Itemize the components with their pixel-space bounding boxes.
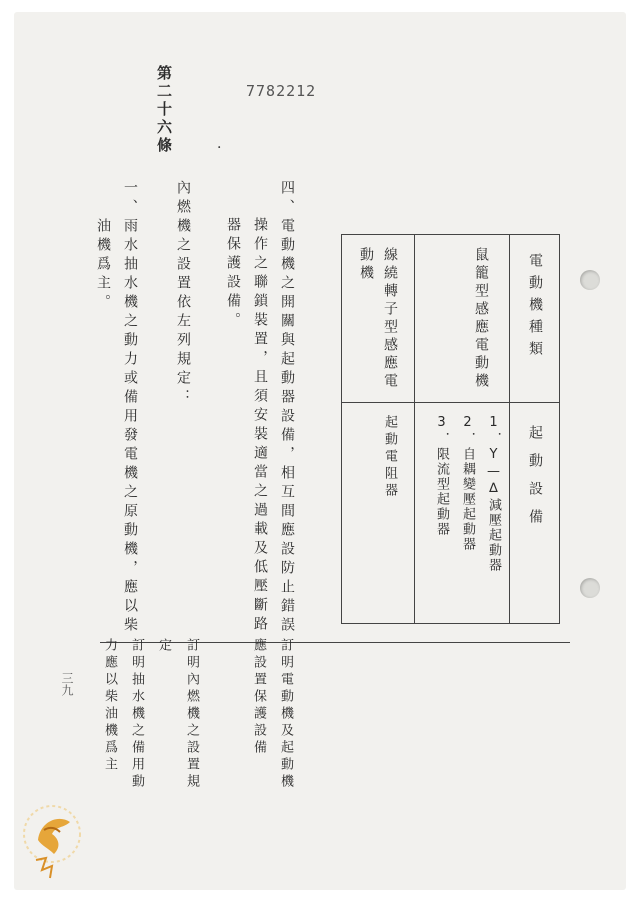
table-column-divider bbox=[509, 235, 510, 623]
note-3-line-2: 力應以柴油機爲主 bbox=[102, 638, 117, 774]
page-number: 三九 bbox=[60, 672, 74, 696]
article-item-1-line-1: 一、雨水抽水機之動力或備用發電機之原動機，應以柴 bbox=[122, 180, 138, 636]
motor-start-table bbox=[341, 234, 560, 624]
article-number: 第二十六條 bbox=[155, 65, 173, 155]
table-row-1-start-2: 2．自耦變壓起動器 bbox=[460, 415, 475, 552]
note-1-line-2: 應設置保護設備 bbox=[251, 638, 266, 757]
document-page bbox=[14, 12, 626, 890]
prior-item-4-line-3: 器保護設備。 bbox=[225, 217, 241, 331]
table-row-1-motor-type: 鼠籠型感應電動機 bbox=[473, 247, 489, 391]
archive-logo-icon bbox=[22, 800, 84, 882]
note-2-line-1: 訂明內燃機之設置規 bbox=[184, 638, 199, 791]
article-intro: 內燃機之設置依左列規定： bbox=[175, 180, 191, 408]
table-column-divider bbox=[414, 235, 415, 623]
serial-number: 7782212 bbox=[246, 82, 317, 100]
table-row-2-motor-type-line-2: 動機 bbox=[358, 247, 374, 283]
article-item-1-line-2: 油機爲主。 bbox=[95, 218, 111, 313]
margin-dot: · bbox=[217, 140, 222, 156]
table-header-motor-type: 電動機種類 bbox=[527, 253, 543, 363]
table-row-1-start-3: 3．限流型起動器 bbox=[434, 415, 449, 537]
table-header-start-equipment: 起動設備 bbox=[527, 425, 543, 537]
punch-hole bbox=[580, 578, 600, 598]
note-2-line-2: 定 bbox=[156, 638, 171, 655]
table-row-1-start-1: 1．Y—∆減壓起動器 bbox=[486, 415, 501, 573]
prior-item-4-line-2: 操作之聯鎖裝置，且須安裝適當之過載及低壓斷路 bbox=[252, 217, 268, 635]
table-row-2-motor-type-line-1: 線繞轉子型感應電 bbox=[382, 247, 398, 391]
note-1-line-1: 訂明電動機及起動機 bbox=[278, 638, 293, 791]
table-row-2-start: 起動電阻器 bbox=[382, 415, 397, 500]
punch-hole bbox=[580, 270, 600, 290]
table-row-divider bbox=[342, 402, 559, 403]
prior-item-4-line-1: 四、電動機之開關與起動器設備，相互間應設防止錯誤 bbox=[279, 180, 295, 636]
note-3-line-1: 訂明抽水機之備用動 bbox=[129, 638, 144, 791]
